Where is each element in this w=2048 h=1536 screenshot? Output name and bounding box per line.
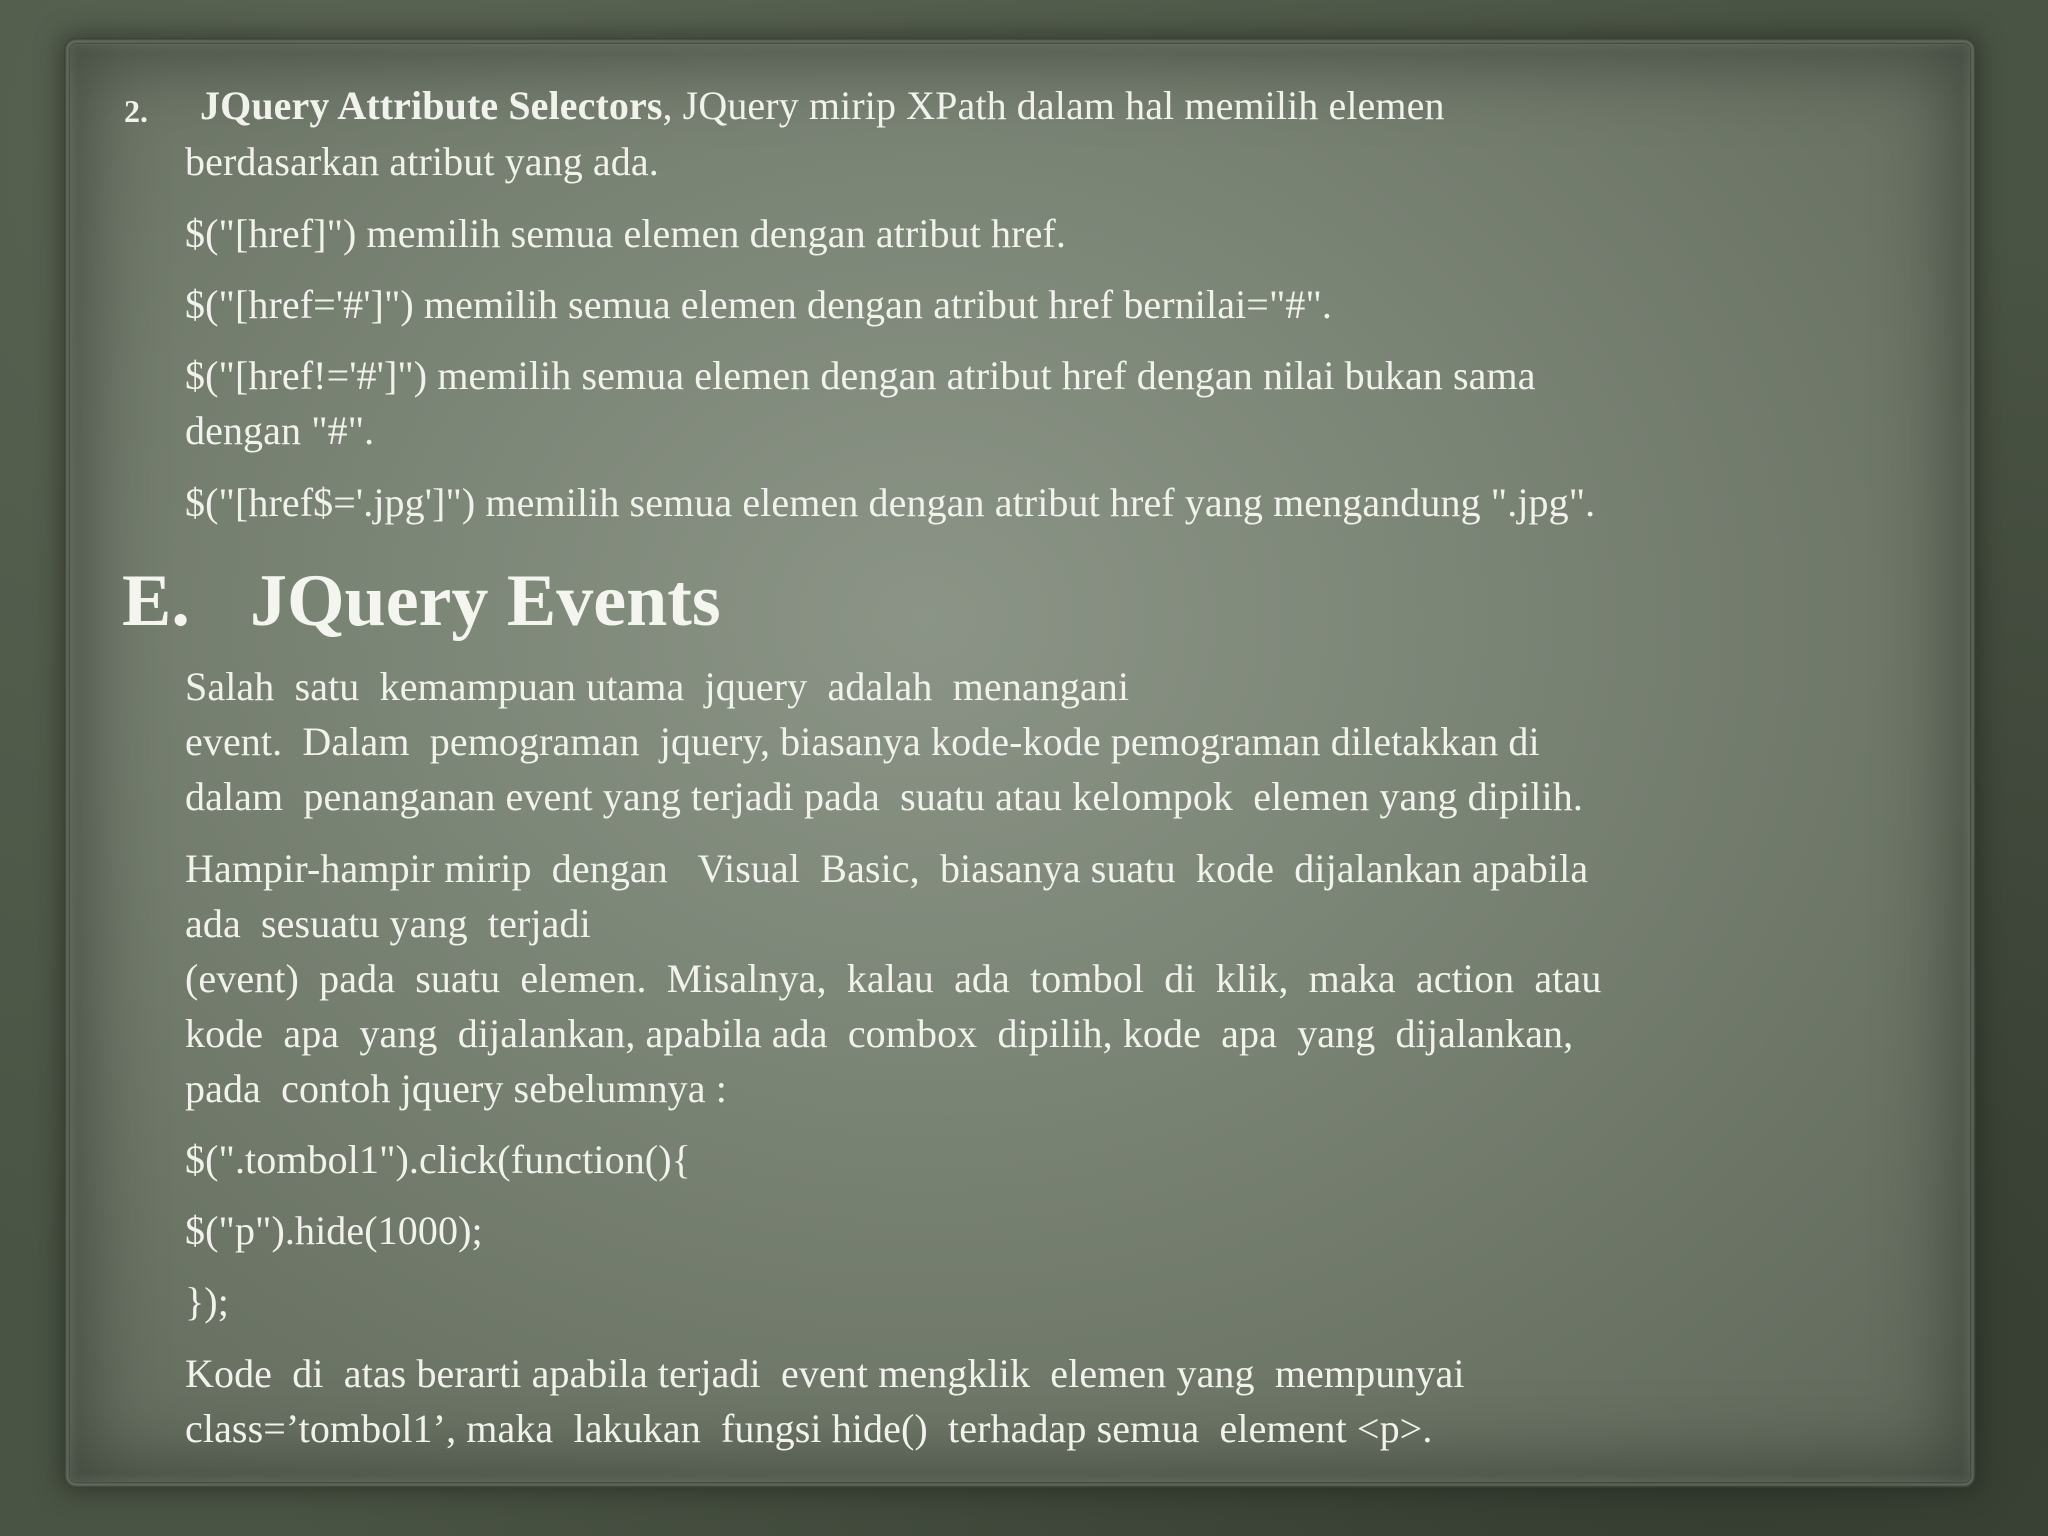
list-number: 2. — [124, 93, 148, 129]
para3-line2: class=’tombol1’, maka lakukan fungsi hide() terhadap semua element <p>. — [185, 1406, 1433, 1451]
para2-line5: pada contoh jquery sebelumnya : — [185, 1066, 727, 1111]
code-line2: $("p").hide(1000); — [185, 1208, 483, 1253]
para1-line3: dalam penanganan event yang terjadi pada suatu atau kelompok elemen yang dipilih. — [185, 774, 1583, 819]
para2-line2: ada sesuatu yang terjadi — [185, 901, 591, 946]
example-href-not-equals: $("[href!='#']") memilih semua elemen dengan atribut href dengan nilai bukan sama — [185, 353, 1536, 398]
attribute-selectors-intro-line2: berdasarkan atribut yang ada. — [185, 139, 659, 184]
para3-line1: Kode di atas berarti apabila terjadi event mengklik elemen yang mempunyai — [185, 1351, 1465, 1396]
para2-line3: (event) pada suatu elemen. Misalnya, kalau ada tombol di klik, maka action atau — [185, 956, 1602, 1001]
attribute-selectors-title: JQuery Attribute Selectors — [200, 83, 663, 128]
example-href-not-equals-cont: dengan "#". — [185, 408, 375, 453]
para2-line1: Hampir-hampir mirip dengan Visual Basic, biasanya suatu kode dijalankan apabila — [185, 846, 1589, 891]
section-title: JQuery Events — [250, 560, 721, 642]
para1-line1: Salah satu kemampuan utama jquery adalah menangani — [185, 664, 1130, 709]
attribute-selectors-intro — [200, 78, 1445, 133]
section-heading — [122, 556, 721, 646]
para2-line4: kode apa yang dijalankan, apabila ada combox dipilih, kode apa yang dijalankan, — [185, 1011, 1574, 1056]
code-line1: $(".tombol1").click(function(){ — [185, 1137, 691, 1182]
example-href: $("[href]") memilih semua elemen dengan atribut href. — [185, 211, 1066, 256]
example-href-equals: $("[href='#']") memilih semua elemen dengan atribut href bernilai="#". — [185, 282, 1332, 327]
code-line3: }); — [185, 1279, 229, 1324]
example-href-ends-with: $("[href$='.jpg']") memilih semua elemen dengan atribut href yang mengandung ".jpg". — [185, 480, 1596, 525]
attribute-selectors-intro-rest: , JQuery mirip XPath dalam hal memilih elemen — [662, 83, 1445, 128]
para1-line2: event. Dalam pemograman jquery, biasanya kode-kode pemograman diletakkan di — [185, 719, 1540, 764]
section-letter: E. — [122, 560, 190, 642]
